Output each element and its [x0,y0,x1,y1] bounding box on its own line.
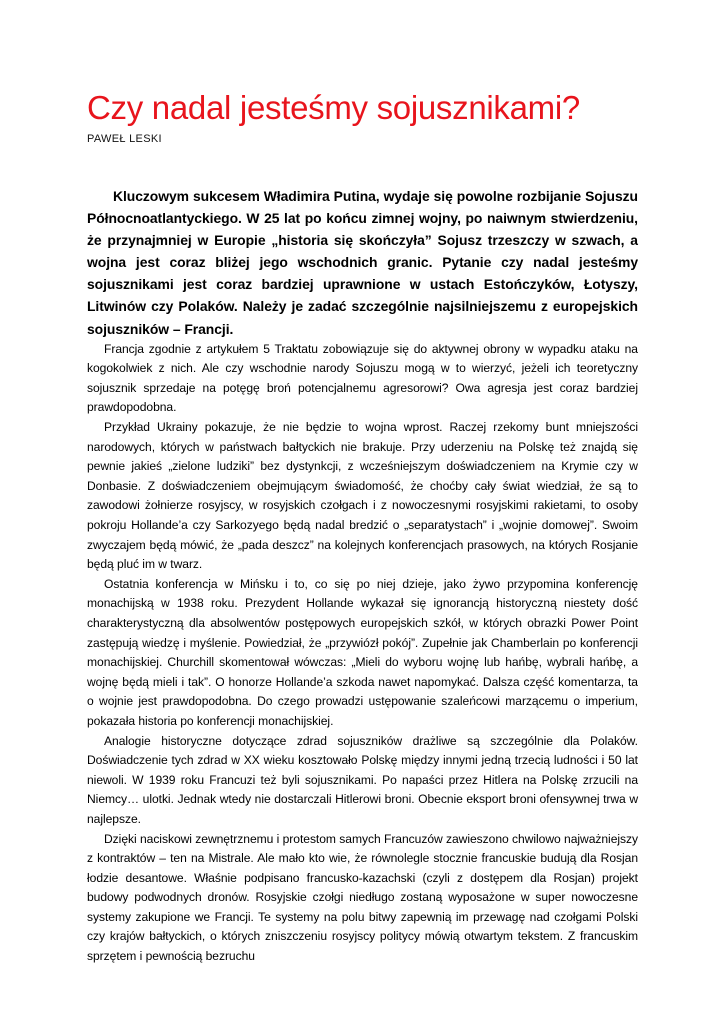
paragraph-1: Francja zgodnie z artykułem 5 Traktatu zobowiązuje się do aktywnej obrony w wypadku ataku na kogokolwiek z nich. Ale czy wschodnie narody Sojuszu mogą w to wierzyć, jeżeli ich teoretyczny sojusznik sprzedaje na potęgę broń potencjalnemu agresorowi? Owa agresja jest coraz bardziej prawdopodobna. [87,341,638,415]
article-title: Czy nadal jesteśmy sojusznikami? [87,89,580,126]
paragraph-2: Przykład Ukrainy pokazuje, że nie będzie to wojna wprost. Raczej rzekomy bunt mniejszości narodowych, których w państwach bałtyckich nie brakuje. Przy uderzeniu na Polskę też znajdą się pewnie jakieś „zielone ludziki” bez dystynkcji, z wcześniejszym doświadczeniem na Krymie czy w Donbasie. Z doświadczeniem obejmującym świadomość, że choćby cały świat wiedział, że są to zawodowi żołnierze rosyjscy, w rosyjskich czołgach i z nowoczesnymi rosyjskimi rakietami, to osoby pokroju Hollande’a czy Sarkozyego będą nadal bredzić o „separatystach” i „wojnie domowej”. Swoim zwyczajem będą mówić, że „pada deszcz” na kolejnych konferencjach prasowych, na których Rosjanie będą pluć im w twarz. [87,420,638,572]
article-lead: Kluczowym sukcesem Władimira Putina, wydaje się powolne rozbijanie Sojuszu Północnoatlantyckiego. W 25 lat po końcu zimnej wojny, po naiwnym stwierdzeniu, że przynajmniej w Europie „historia się skończyła” Sojusz trzeszczy w szwach, a wojna jest coraz bliżej jego wschodnich granic. Pytanie czy nadal jesteśmy sojusznikami jest coraz bardziej uprawnione w ustach Estończyków, Łotyszy, Litwinów czy Polaków. Należy je zadać szczególnie najsilniejszemu z europejskich sojuszników – Francji. [87,188,638,337]
paragraph-3: Ostatnia konferencja w Mińsku i to, co się po niej dzieje, jako żywo przypomina konferencję monachijską w 1938 roku. Prezydent Hollande wykazał się ignorancją historyczną niestety dość charakterystyczną dla absolwentów postępowych europejskich szkół, w których obrazki Power Point zastępują wiedzę i myślenie. Powiedział, że „przywiózł pokój”. Zupełnie jak Chamberlain po konferencji monachijskiej. Churchill skomentował wówczas: „Mieli do wyboru wojnę lub hańbę, wybrali hańbę, a wojnę będą mieli i tak”. O honorze Hollande’a szkoda nawet napomykać. Dalsza część komentarza, ta o wojnie jest prawdopodobna. Do czego prowadzi ustępowanie szaleńcowi marzącemu o imperium, pokazała historia po konferencji monachijskiej. [87,576,638,728]
document-page [87,88,638,967]
paragraph-4: Analogie historyczne dotyczące zdrad sojuszników drażliwe są szczególnie dla Polaków. Doświadczenie tych zdrad w XX wieku kosztowało Polskę między innymi jedną trzecią ludności i 50 lat niewoli. W 1939 roku Francuzi też byli sojusznikami. Po napaści przez Hitlera na Polskę zrzucili na Niemcy… ulotki. Jednak wtedy nie dostarczali Hitlerowi broni. Obecnie eksport broni ofensywnej trwa w najlepsze. [87,733,638,826]
paragraph-5: Dzięki naciskowi zewnętrznemu i protestom samych Francuzów zawieszono chwilowo najważniejszy z kontraktów – ten na Mistrale. Ale mało kto wie, że równolegle stocznie francuskie budują dla Rosjan łodzie desantowe. Właśnie podpisano francusko-kazachski (czyli z dostępem dla Rosjan) projekt budowy podwodnych dronów. Rosyjskie czołgi niedługo zostaną wyposażone w super nowoczesne systemy zakupione we Francji. Te systemy na polu bitwy zapewnią im przewagę nad czołgami Polski czy krajów bałtyckich, o których zniszczeniu rosyjscy politycy mówią otwartym tekstem. Z francuskim sprzętem i pewnością bezruchu [87,831,638,964]
article-author: PAWEŁ LESKI [87,133,162,145]
